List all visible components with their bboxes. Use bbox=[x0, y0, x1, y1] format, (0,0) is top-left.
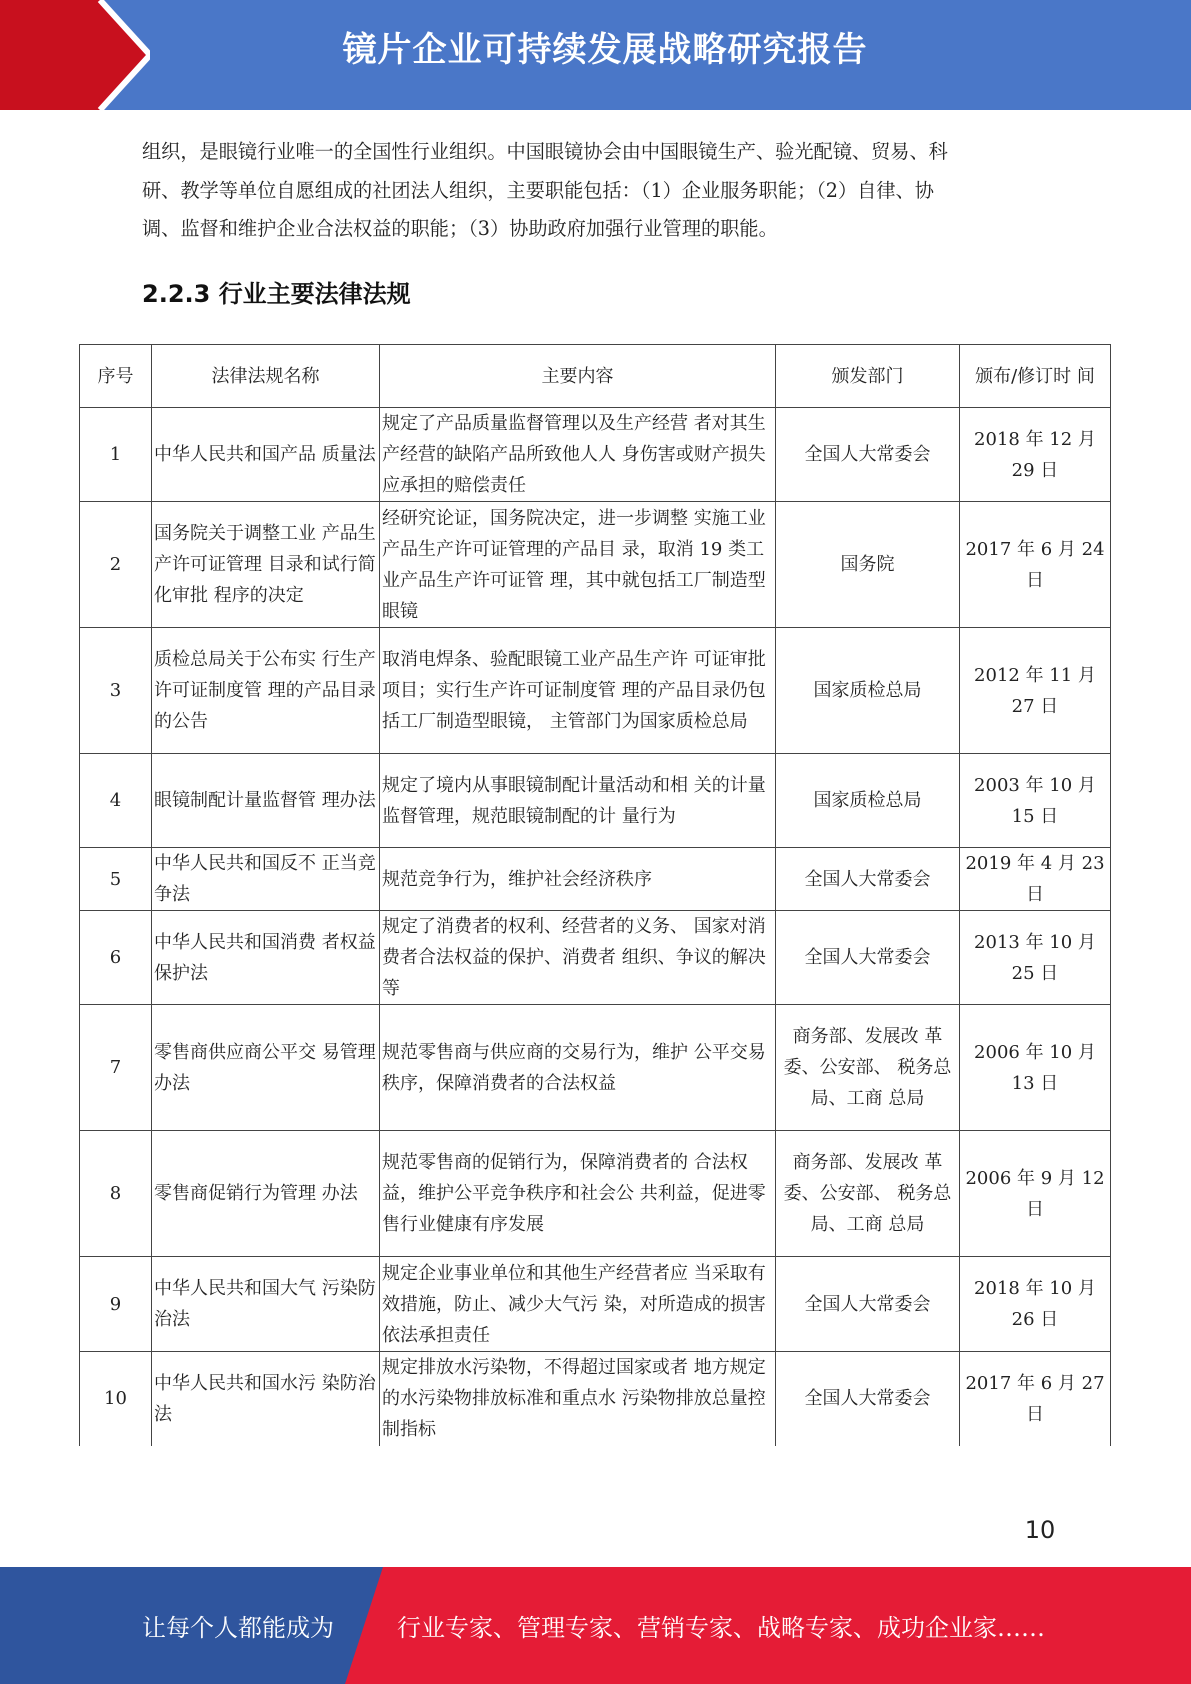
table-row bbox=[80, 628, 1111, 754]
table-row bbox=[80, 502, 1111, 628]
intro-line: 研、教学等单位自愿组成的社团法人组织，主要职能包括：（1）企业服务职能；（2）自律、协 bbox=[142, 178, 934, 202]
header-red-chevron bbox=[0, 0, 150, 110]
cell-content: 规定企业事业单位和其他生产经营者应 当采取有效措施，防止、减少大气污 染，对所造成的损害依法承担责任 bbox=[380, 1257, 776, 1352]
cell-content: 规定了消费者的权利、经营者的义务、 国家对消费者合法权益的保护、消费者 组织、争议的解决等 bbox=[380, 911, 776, 1005]
cell-content: 规范竞争行为，维护社会经济秩序 bbox=[380, 848, 776, 911]
intro-paragraph bbox=[142, 133, 1042, 249]
cell-name: 中华人民共和国反不 正当竞争法 bbox=[152, 848, 380, 911]
cell-content: 规范零售商的促销行为，保障消费者的 合法权益，维护公平竞争秩序和社会公 共利益，促进零售行业健康有序发展 bbox=[380, 1131, 776, 1257]
cell-no: 9 bbox=[80, 1257, 152, 1352]
cell-date: 2013 年 10 月 25 日 bbox=[960, 911, 1111, 1005]
cell-dept: 国务院 bbox=[776, 502, 960, 628]
header-cell-content: 主要内容 bbox=[380, 345, 776, 408]
footer-slogan-left: 让每个人都能成为 bbox=[142, 1614, 334, 1642]
cell-name: 中华人民共和国水污 染防治法 bbox=[152, 1352, 380, 1446]
cell-date: 2006 年 10 月 13 日 bbox=[960, 1005, 1111, 1131]
header-cell-dept: 颁发部门 bbox=[776, 345, 960, 408]
cell-no: 1 bbox=[80, 408, 152, 502]
cell-content: 规范零售商与供应商的交易行为，维护 公平交易秩序，保障消费者的合法权益 bbox=[380, 1005, 776, 1131]
cell-name: 中华人民共和国大气 污染防治法 bbox=[152, 1257, 380, 1352]
cell-no: 8 bbox=[80, 1131, 152, 1257]
cell-no: 3 bbox=[80, 628, 152, 754]
cell-date: 2018 年 12 月 29 日 bbox=[960, 408, 1111, 502]
cell-name: 零售商促销行为管理 办法 bbox=[152, 1131, 380, 1257]
page-number: 10 bbox=[1024, 1516, 1056, 1544]
intro-line: 调、监督和维护企业合法权益的职能；（3）协助政府加强行业管理的职能。 bbox=[142, 217, 778, 240]
cell-content: 规定了产品质量监督管理以及生产经营 者对其生产经营的缺陷产品所致他人人 身伤害或财产损失应承担的赔偿责任 bbox=[380, 408, 776, 502]
table-row bbox=[80, 1005, 1111, 1131]
cell-dept: 全国人大常委会 bbox=[776, 408, 960, 502]
table-header-row bbox=[80, 345, 1111, 408]
cell-no: 5 bbox=[80, 848, 152, 911]
section-heading: 2.2.3 行业主要法律法规 bbox=[142, 280, 411, 308]
cell-dept: 国家质检总局 bbox=[776, 754, 960, 848]
cell-dept: 商务部、发展改 革委、公安部、 税务总局、工商 总局 bbox=[776, 1005, 960, 1131]
table-row bbox=[80, 408, 1111, 502]
cell-dept: 商务部、发展改 革委、公安部、 税务总局、工商 总局 bbox=[776, 1131, 960, 1257]
table-row bbox=[80, 754, 1111, 848]
cell-no: 4 bbox=[80, 754, 152, 848]
footer-slogan-right: 行业专家、管理专家、营销专家、战略专家、成功企业家…… bbox=[397, 1614, 1045, 1642]
cell-name: 零售商供应商公平交 易管理办法 bbox=[152, 1005, 380, 1131]
cell-content: 规定排放水污染物，不得超过国家或者 地方规定的水污染物排放标准和重点水 污染物排放总量控制指标 bbox=[380, 1352, 776, 1446]
cell-name: 中华人民共和国产品 质量法 bbox=[152, 408, 380, 502]
cell-content: 经研究论证，国务院决定，进一步调整 实施工业产品生产许可证管理的产品目 录，取消 19 类工业产品生产许可证管 理，其中就包括工厂制造型眼镜 bbox=[380, 502, 776, 628]
cell-date: 2017 年 6 月 24 日 bbox=[960, 502, 1111, 628]
table-row bbox=[80, 1257, 1111, 1352]
cell-no: 7 bbox=[80, 1005, 152, 1131]
page-header bbox=[0, 0, 1191, 110]
cell-content: 取消电焊条、验配眼镜工业产品生产许 可证审批项目；实行生产许可证制度管 理的产品目录仍包括工厂制造型眼镜， 主管部门为国家质检总局 bbox=[380, 628, 776, 754]
table-row bbox=[80, 848, 1111, 911]
cell-content: 规定了境内从事眼镜制配计量活动和相 关的计量监督管理，规范眼镜制配的计 量行为 bbox=[380, 754, 776, 848]
cell-no: 6 bbox=[80, 911, 152, 1005]
cell-date: 2006 年 9 月 12 日 bbox=[960, 1131, 1111, 1257]
cell-name: 眼镜制配计量监督管 理办法 bbox=[152, 754, 380, 848]
cell-date: 2017 年 6 月 27 日 bbox=[960, 1352, 1111, 1446]
cell-dept: 全国人大常委会 bbox=[776, 1257, 960, 1352]
table-row bbox=[80, 911, 1111, 1005]
cell-name: 中华人民共和国消费 者权益保护法 bbox=[152, 911, 380, 1005]
cell-date: 2018 年 10 月 26 日 bbox=[960, 1257, 1111, 1352]
cell-date: 2019 年 4 月 23 日 bbox=[960, 848, 1111, 911]
header-cell-name: 法律法规名称 bbox=[152, 345, 380, 408]
table-row bbox=[80, 1131, 1111, 1257]
header-cell-date: 颁布/修订时 间 bbox=[960, 345, 1111, 408]
header-cell-no: 序号 bbox=[80, 345, 152, 408]
cell-date: 2003 年 10 月 15 日 bbox=[960, 754, 1111, 848]
report-title: 镜片企业可持续发展战略研究报告 bbox=[342, 30, 868, 70]
cell-no: 2 bbox=[80, 502, 152, 628]
cell-name: 质检总局关于公布实 行生产许可证制度管 理的产品目录的公告 bbox=[152, 628, 380, 754]
cell-dept: 全国人大常委会 bbox=[776, 1352, 960, 1446]
cell-dept: 全国人大常委会 bbox=[776, 911, 960, 1005]
cell-dept: 国家质检总局 bbox=[776, 628, 960, 754]
table-row bbox=[80, 1352, 1111, 1446]
cell-no: 10 bbox=[80, 1352, 152, 1446]
intro-line: 组织，是眼镜行业唯一的全国性行业组织。中国眼镜协会由中国眼镜生产、验光配镜、贸易、科 bbox=[142, 140, 948, 163]
cell-dept: 全国人大常委会 bbox=[776, 848, 960, 911]
cell-date: 2012 年 11 月 27 日 bbox=[960, 628, 1111, 754]
laws-table bbox=[79, 344, 1111, 1446]
cell-name: 国务院关于调整工业 产品生产许可证管理 目录和试行简化审批 程序的决定 bbox=[152, 502, 380, 628]
